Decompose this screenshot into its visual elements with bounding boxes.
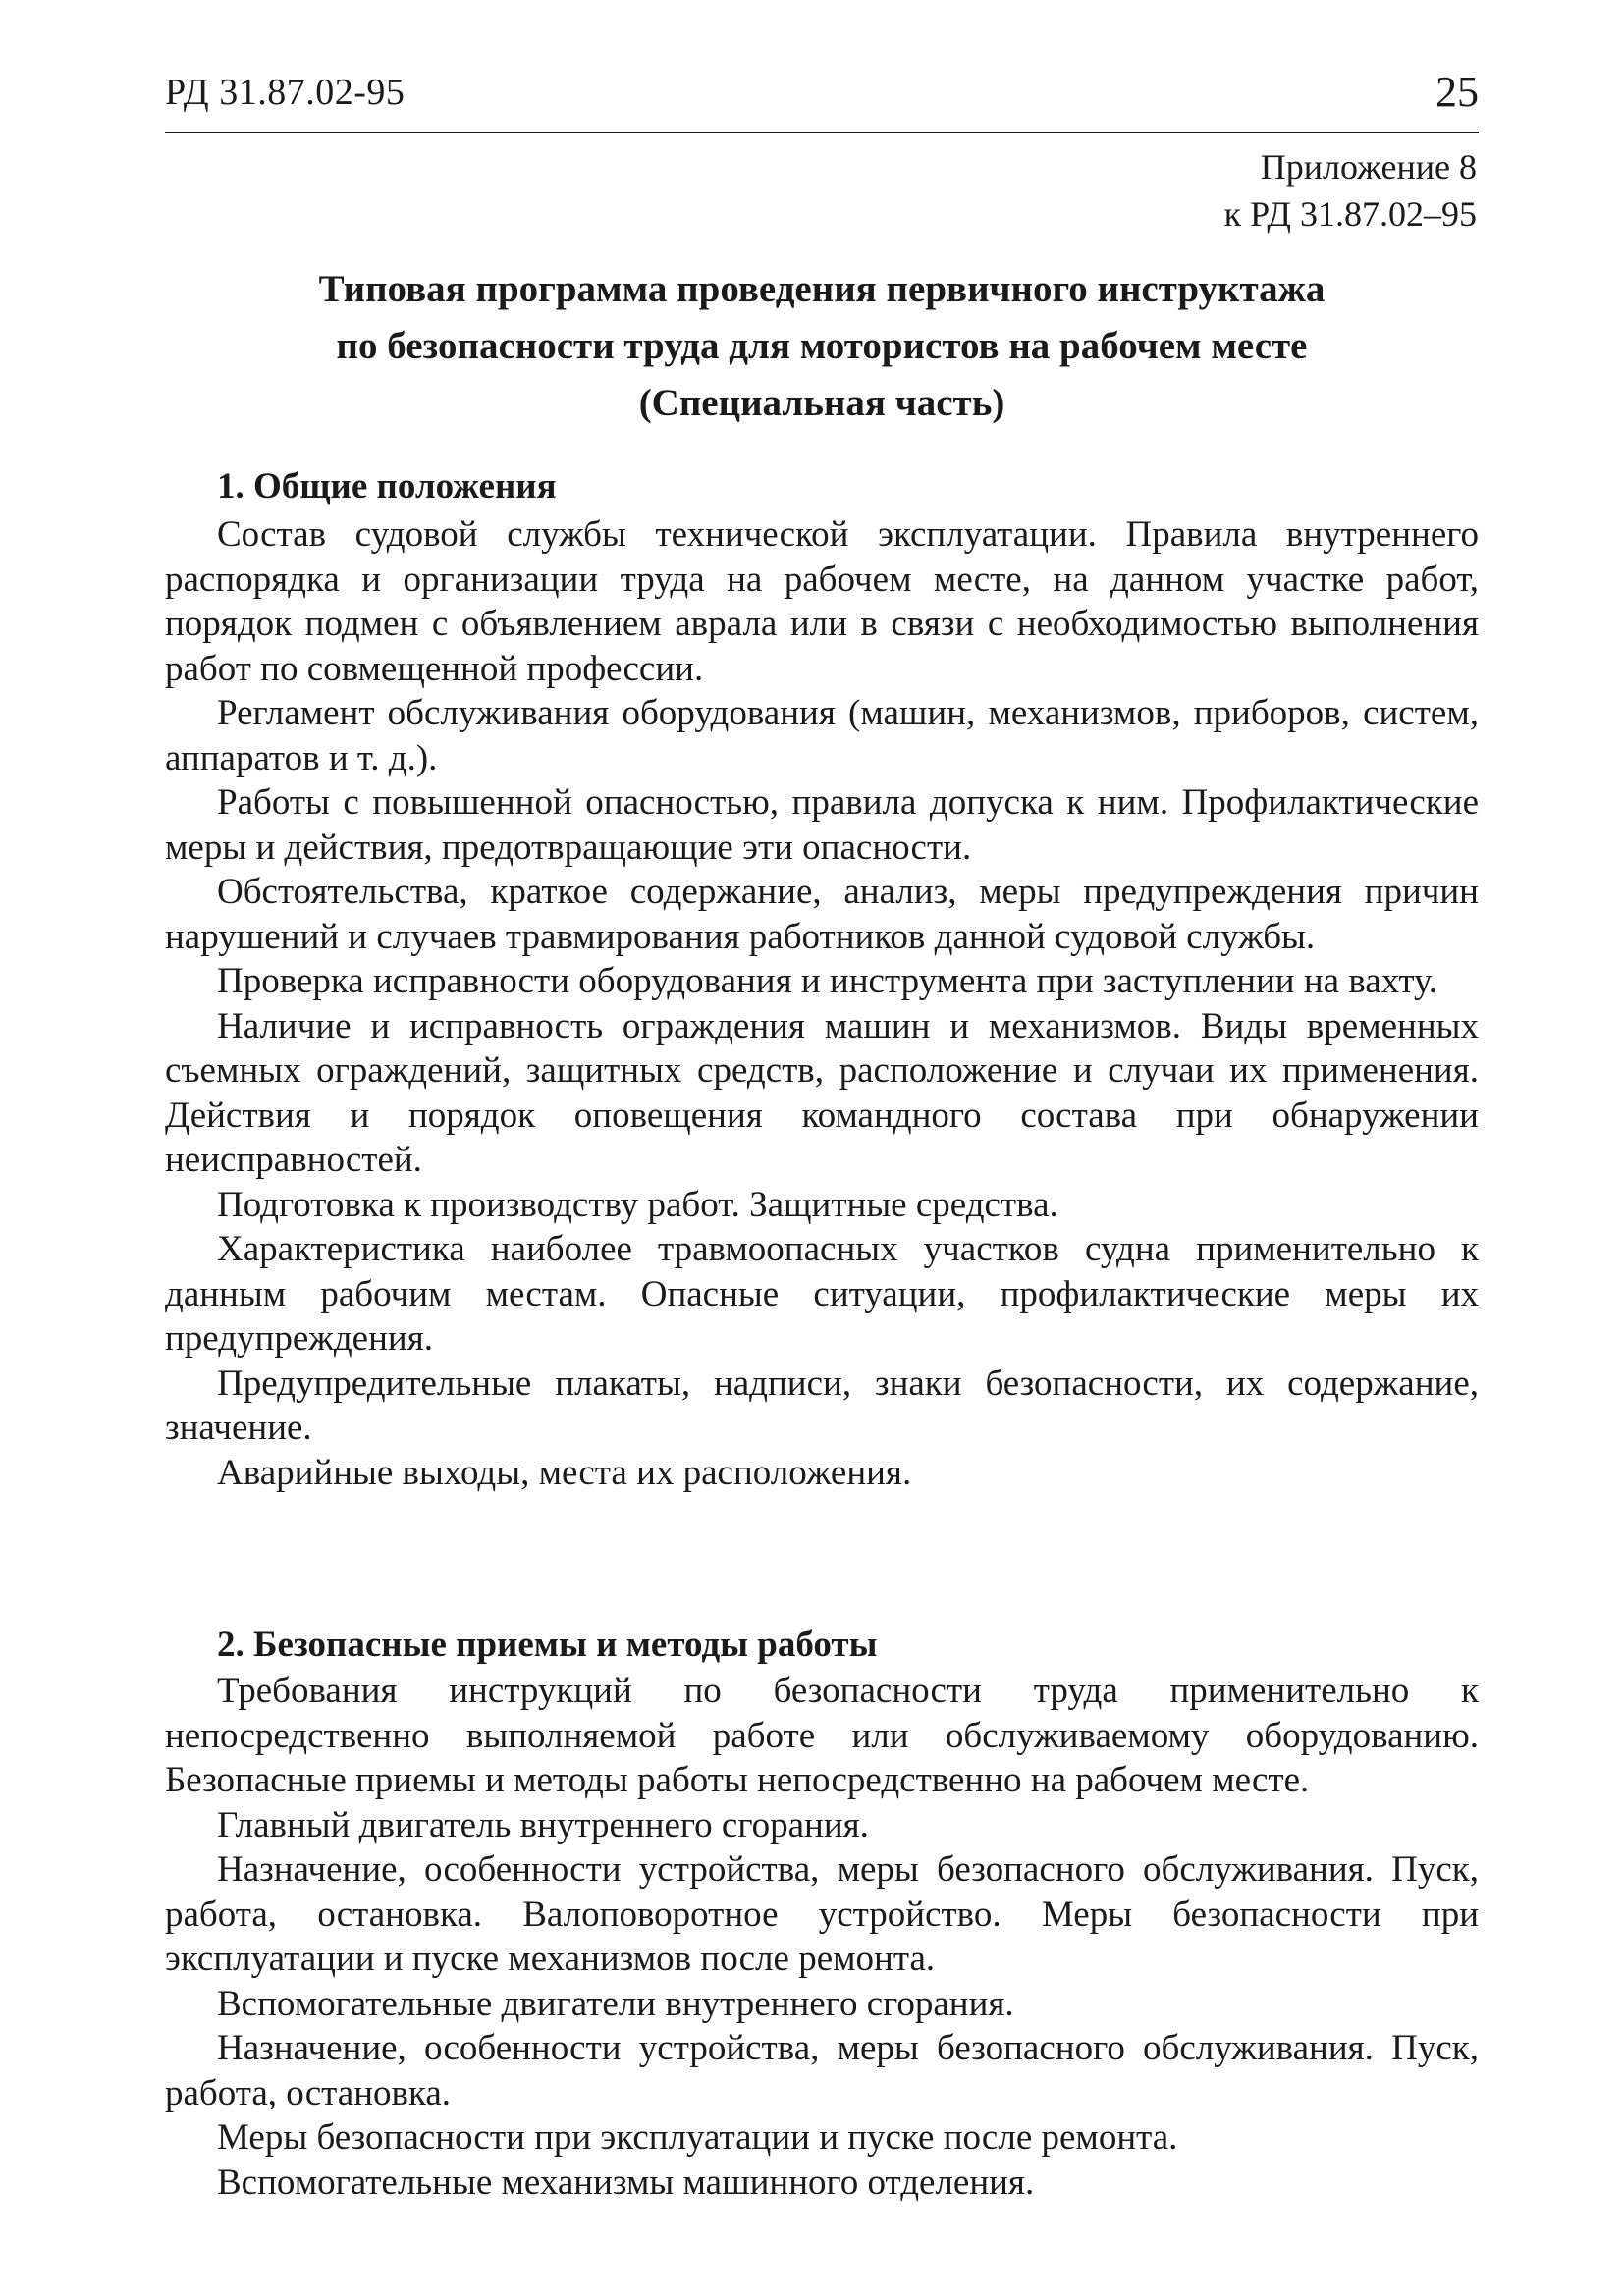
- title-line: по безопасности труда для мотористов на рабочем месте: [336, 325, 1308, 367]
- paragraph: Регламент обслуживания оборудования (машин, механизмов, приборов, систем, аппаратов и т. д.).: [165, 693, 1479, 778]
- paragraph: Вспомогательные механизмы машинного отделения.: [217, 2162, 1035, 2203]
- paragraph: Проверка исправности оборудования и инструмента при заступлении на вахту.: [217, 961, 1438, 1001]
- paragraph: Подготовка к производству работ. Защитные средства.: [217, 1184, 1058, 1225]
- paragraph: Работы с повышенной опасностью, правила допуска к ним. Профилактические меры и действия, предотвращающие эти опасности.: [165, 782, 1479, 868]
- paragraph: Аварийные выходы, места их расположения.: [217, 1452, 912, 1493]
- section-heading: 2. Безопасные приемы и методы работы: [217, 1625, 878, 1665]
- paragraph: Назначение, особенности устройства, меры безопасного обслуживания. Пуск, работа, остановка.: [165, 2028, 1479, 2113]
- title-line: Типовая программа проведения первичного инструктажа: [318, 268, 1326, 310]
- paragraph: Требования инструкций по безопасности труда применительно к непосредственно выполняемой работе или обслуживаемому оборудованию. Безопасные приемы и методы работы непосредственно на рабочем месте.: [165, 1671, 1479, 1800]
- paragraph: Вспомогательные двигатели внутреннего сгорания.: [217, 1983, 1014, 2024]
- paragraph: Меры безопасности при эксплуатации и пуске после ремонта.: [217, 2117, 1178, 2158]
- paragraph: Предупредительные плакаты, надписи, знаки безопасности, их содержание, значение.: [165, 1362, 1479, 1448]
- appendix-reference: [1224, 143, 1477, 238]
- document-title: [165, 261, 1479, 432]
- running-header: [165, 63, 1479, 133]
- document-code: РД 31.87.02-95: [165, 72, 406, 113]
- appendix-line: Приложение 8: [1260, 147, 1477, 187]
- section-body: [165, 1669, 1479, 2205]
- title-line: (Специальная часть): [638, 382, 1005, 424]
- page-number: 25: [1435, 68, 1479, 116]
- paragraph: Наличие и исправность ограждения машин и механизмов. Виды временных съемных ограждений, защитных средств, расположение и случаи их применения. Действия и порядок оповещения командного состава при обнаружении неисправностей.: [165, 1005, 1479, 1180]
- paragraph: Обстоятельства, краткое содержание, анализ, меры предупреждения причин нарушений и случаев травмирования работников данной судовой службы.: [165, 872, 1479, 957]
- appendix-line: к РД 31.87.02–95: [1223, 194, 1477, 234]
- section-body: [165, 512, 1479, 1495]
- paragraph: Состав судовой службы технической эксплуатации. Правила внутреннего распорядка и организации труда на рабочем месте, на данном участке работ, порядок подмен с объявлением аврала или в связи с необходимостью выполнения работ по совмещенной профессии.: [165, 514, 1479, 689]
- section-heading: 1. Общие положения: [217, 466, 557, 507]
- paragraph: Главный двигатель внутреннего сгорания.: [217, 1804, 869, 1845]
- paragraph: Назначение, особенности устройства, меры безопасного обслуживания. Пуск, работа, остановка. Валоповоротное устройство. Меры безопасности при эксплуатации и пуске механизмов после ремонта.: [165, 1849, 1479, 1979]
- paragraph: Характеристика наиболее травмоопасных участков судна применительно к данным рабочим местам. Опасные ситуации, профилактические меры их предупреждения.: [165, 1229, 1479, 1359]
